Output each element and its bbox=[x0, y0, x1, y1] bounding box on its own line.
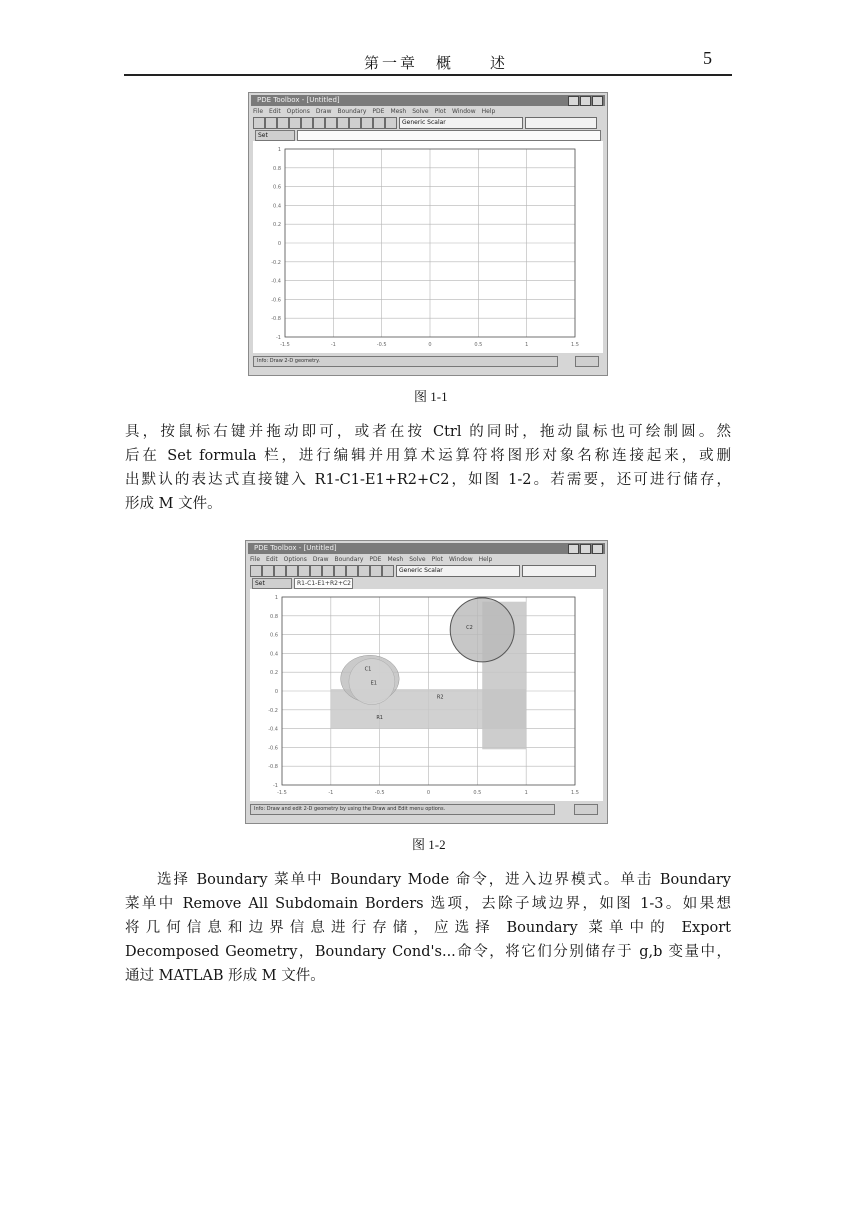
toolbar bbox=[253, 117, 603, 128]
text-line: 具，按鼠标右键并拖动即可，或者在按 Ctrl 的同时，拖动鼠标也可绘制圆。然 bbox=[125, 424, 731, 440]
circle-c2 bbox=[450, 598, 514, 662]
mesh-icon[interactable] bbox=[337, 117, 349, 129]
window-titlebar bbox=[248, 543, 605, 554]
figure-1-2-screenshot bbox=[245, 540, 608, 824]
grid bbox=[285, 149, 575, 337]
running-header bbox=[124, 48, 732, 76]
menu-bar bbox=[253, 107, 603, 116]
maximize-icon[interactable] bbox=[580, 96, 591, 106]
set-formula-label: Set bbox=[255, 130, 295, 141]
y-tick-label: 0.8 bbox=[273, 165, 281, 172]
menu-bar bbox=[250, 555, 603, 564]
window-controls[interactable] bbox=[568, 544, 603, 554]
mesh-icon[interactable] bbox=[334, 565, 346, 577]
text-line: 将几何信息和边界信息进行存储，应选择 Boundary 菜单中的 Export bbox=[125, 920, 731, 936]
y-tick-label: -0.6 bbox=[271, 297, 281, 304]
close-icon[interactable] bbox=[592, 96, 603, 106]
y-tick-label: -0.2 bbox=[268, 707, 278, 714]
window-titlebar bbox=[251, 95, 605, 106]
pde-spec-icon[interactable] bbox=[322, 565, 334, 577]
window-controls[interactable] bbox=[568, 96, 603, 106]
x-tick-label: -1 bbox=[328, 790, 334, 796]
y-tick-label: -0.6 bbox=[268, 745, 278, 752]
body-paragraph bbox=[125, 868, 731, 988]
shape-label-r1: R1 bbox=[376, 715, 383, 722]
menu-edit[interactable]: Edit bbox=[266, 556, 278, 563]
y-tick-label: 0.2 bbox=[270, 670, 278, 677]
shape-label-c1: C1 bbox=[364, 666, 372, 673]
text-line: 后在 Set formula 栏，进行编辑并用算术运算符将图形对象名称连接起来，或删 bbox=[125, 448, 731, 464]
x-tick-label: 0 bbox=[426, 790, 431, 796]
menu-options[interactable]: Options bbox=[283, 556, 307, 563]
y-tick-label: -0.4 bbox=[268, 726, 278, 733]
centered-ellipse-icon[interactable] bbox=[289, 117, 301, 129]
shape-label-c2: C2 bbox=[466, 624, 473, 631]
refine-icon[interactable] bbox=[346, 565, 358, 577]
menu-draw[interactable]: Draw bbox=[315, 108, 332, 115]
menu-options[interactable]: Options bbox=[286, 108, 310, 115]
boundary-icon[interactable] bbox=[310, 565, 322, 577]
text-line: Decomposed Geometry，Boundary Cond's...命令，将它们分别储存于 g,b 变量中， bbox=[125, 944, 731, 960]
menu-solve[interactable]: Solve bbox=[412, 108, 429, 115]
y-tick-label: 0.2 bbox=[273, 222, 281, 229]
solve-icon[interactable] bbox=[361, 117, 373, 129]
y-tick-label: 1 bbox=[277, 147, 281, 153]
coordinate-readout bbox=[522, 565, 596, 577]
set-formula-input[interactable] bbox=[297, 130, 601, 141]
status-bar: Info: Draw and edit 2-D geometry by using the Draw and Edit menu options. bbox=[250, 804, 555, 815]
axes-plot bbox=[253, 141, 603, 353]
axes-plot bbox=[250, 589, 603, 801]
y-tick-label: 0.4 bbox=[270, 651, 278, 658]
ellipse-icon[interactable] bbox=[277, 117, 289, 129]
menu-mesh[interactable]: Mesh bbox=[387, 556, 404, 563]
rectangle-icon[interactable] bbox=[250, 565, 262, 577]
menu-draw[interactable]: Draw bbox=[312, 556, 329, 563]
x-tick-label: 1.5 bbox=[571, 790, 579, 796]
shape-label-r2: R2 bbox=[436, 694, 444, 701]
text-line: 菜单中 Remove All Subdomain Borders 选项，去除子域边界，如图 1-3。如果想 bbox=[125, 896, 731, 912]
menu-file[interactable]: File bbox=[253, 108, 264, 115]
x-tick-label: -1 bbox=[330, 342, 336, 348]
y-tick-label: 1 bbox=[274, 595, 278, 601]
figure-caption: 图 1-1 bbox=[414, 389, 448, 404]
x-tick-label: -1.5 bbox=[277, 790, 287, 796]
toolbar bbox=[250, 565, 603, 576]
x-tick-label: 0 bbox=[428, 342, 432, 348]
exit-button[interactable] bbox=[574, 804, 598, 815]
plot-icon[interactable] bbox=[373, 117, 385, 129]
figure-1-1-screenshot bbox=[248, 92, 608, 376]
refine-icon[interactable] bbox=[349, 117, 361, 129]
set-formula-label: Set bbox=[252, 578, 292, 589]
maximize-icon[interactable] bbox=[580, 544, 591, 554]
menu-help[interactable]: Help bbox=[481, 108, 496, 115]
exit-button[interactable] bbox=[575, 356, 599, 367]
polygon-icon[interactable] bbox=[298, 565, 310, 577]
menu-window[interactable]: Window bbox=[451, 108, 476, 115]
centered-ellipse-icon[interactable] bbox=[286, 565, 298, 577]
y-tick-label: 0.6 bbox=[273, 184, 281, 191]
y-tick-label: 0 bbox=[277, 241, 281, 247]
x-tick-label: 1 bbox=[524, 790, 528, 796]
x-tick-label: 0.5 bbox=[474, 342, 483, 348]
text-line: 通过 MATLAB 形成 M 文件。 bbox=[125, 968, 325, 984]
menu-boundary[interactable]: Boundary bbox=[334, 556, 364, 563]
x-tick-label: -0.5 bbox=[374, 790, 385, 796]
window-title: PDE Toolbox - [Untitled] bbox=[257, 96, 340, 104]
boundary-icon[interactable] bbox=[313, 117, 325, 129]
coordinate-readout bbox=[525, 117, 597, 129]
menu-help[interactable]: Help bbox=[478, 556, 493, 563]
drawing-canvas[interactable] bbox=[253, 141, 603, 353]
minimize-icon[interactable] bbox=[568, 544, 579, 554]
y-tick-label: 0.4 bbox=[273, 203, 281, 210]
chapter-title: 第一章 概 述 bbox=[364, 54, 509, 72]
pde-spec-icon[interactable] bbox=[325, 117, 337, 129]
status-bar: Info: Draw 2-D geometry. bbox=[253, 356, 558, 367]
x-tick-label: 0.5 bbox=[473, 790, 482, 796]
x-tick-label: 1.5 bbox=[571, 342, 579, 348]
rectangle-icon[interactable] bbox=[253, 117, 265, 129]
centered-rectangle-icon[interactable] bbox=[265, 117, 277, 129]
centered-rectangle-icon[interactable] bbox=[262, 565, 274, 577]
zoom-icon[interactable] bbox=[382, 565, 394, 577]
text-line: 选择 Boundary 菜单中 Boundary Mode 命令，进入边界模式。单击 Boundary bbox=[157, 872, 731, 888]
menu-file[interactable]: File bbox=[250, 556, 261, 563]
close-icon[interactable] bbox=[592, 544, 603, 554]
y-tick-label: 0 bbox=[274, 689, 278, 695]
y-tick-label: 0.8 bbox=[270, 613, 278, 620]
ellipse-icon[interactable] bbox=[274, 565, 286, 577]
minimize-icon[interactable] bbox=[568, 96, 579, 106]
formula-row bbox=[253, 130, 603, 140]
shape-label-e1: E1 bbox=[370, 680, 377, 687]
y-tick-label: -0.8 bbox=[268, 764, 278, 771]
x-tick-label: 1 bbox=[525, 342, 529, 348]
menu-boundary[interactable]: Boundary bbox=[337, 108, 367, 115]
menu-plot[interactable]: Plot bbox=[434, 108, 446, 115]
y-tick-label: 0.6 bbox=[270, 632, 278, 639]
figure-caption: 图 1-2 bbox=[412, 837, 446, 852]
menu-edit[interactable]: Edit bbox=[269, 108, 281, 115]
menu-window[interactable]: Window bbox=[448, 556, 473, 563]
window-title: PDE Toolbox - [Untitled] bbox=[254, 544, 337, 552]
menu-plot[interactable]: Plot bbox=[431, 556, 443, 563]
menu-pde[interactable]: PDE bbox=[372, 108, 385, 115]
formula-row bbox=[250, 578, 603, 588]
body-paragraph bbox=[125, 420, 731, 516]
x-tick-label: -0.5 bbox=[376, 342, 387, 348]
zoom-icon[interactable] bbox=[385, 117, 397, 129]
polygon-icon[interactable] bbox=[301, 117, 313, 129]
y-tick-label: -0.8 bbox=[271, 316, 281, 323]
text-line: 形成 M 文件。 bbox=[125, 496, 222, 512]
x-tick-label: -1.5 bbox=[280, 342, 290, 348]
menu-pde[interactable]: PDE bbox=[369, 556, 382, 563]
text-line: 出默认的表达式直接键入 R1-C1-E1+R2+C2，如图 1-2。若需要，还可进行储存， bbox=[125, 472, 731, 488]
menu-solve[interactable]: Solve bbox=[409, 556, 426, 563]
y-tick-label: -1 bbox=[276, 335, 281, 341]
y-tick-label: -0.2 bbox=[271, 259, 281, 266]
y-tick-label: -0.4 bbox=[271, 278, 281, 285]
drawing-canvas[interactable] bbox=[250, 589, 603, 801]
solve-icon[interactable] bbox=[358, 565, 370, 577]
application-mode-select[interactable]: Generic Scalar bbox=[399, 117, 523, 129]
y-tick-label: -1 bbox=[273, 783, 278, 789]
menu-mesh[interactable]: Mesh bbox=[390, 108, 407, 115]
plot-icon[interactable] bbox=[370, 565, 382, 577]
page-number: 5 bbox=[703, 48, 712, 68]
application-mode-select[interactable]: Generic Scalar bbox=[396, 565, 520, 577]
set-formula-input[interactable]: R1-C1-E1+R2+C2 bbox=[294, 578, 353, 589]
